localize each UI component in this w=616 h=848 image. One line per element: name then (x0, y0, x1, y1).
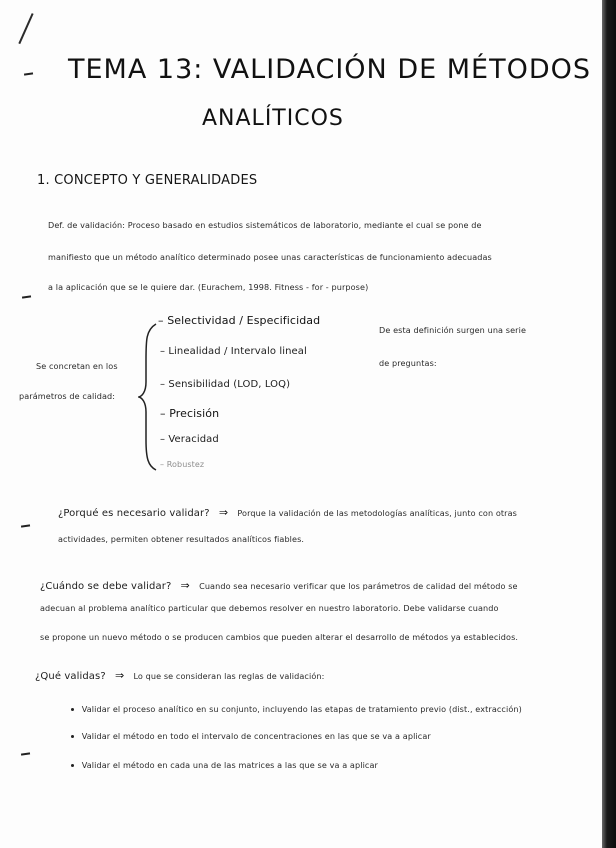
when-question-row (40, 574, 518, 593)
section-heading: 1. CONCEPTO Y GENERALIDADES (37, 173, 258, 188)
when-answer-line-1: Cuando sea necesario verificar que los parámetros de calidad del método se (199, 581, 518, 591)
margin-mark-definition (22, 295, 31, 298)
parameter-item-sensibilidad: – Sensibilidad (LOD, LOQ) (160, 379, 291, 390)
what-bullet-3 (71, 760, 378, 770)
what-question: ¿Qué validas? (35, 671, 106, 682)
when-arrow-icon: ⇒ (180, 579, 190, 592)
what-question-row (35, 664, 324, 683)
page-title-line-1: TEMA 13: VALIDACIÓN DE MÉTODOS (68, 54, 592, 85)
parameter-item-veracidad: – Veracidad (160, 434, 219, 445)
parameter-item-precision: – Precisión (160, 407, 220, 420)
what-bullet-1-text: Validar el proceso analítico en su conjunto, incluyendo las etapas de tratamiento previo (dist., extracción) (81, 704, 522, 714)
margin-mark-why (21, 524, 30, 527)
parameter-item-selectividad: – Selectividad / Especificidad (158, 314, 321, 327)
parameter-item-robustez: – Robustez (160, 460, 205, 469)
what-bullet-2 (71, 731, 431, 741)
bullet-dot-icon (71, 708, 74, 711)
why-question-row (58, 501, 517, 520)
margin-mark-title (24, 72, 33, 75)
margin-mark-bullets (21, 752, 30, 755)
parameters-label-line-1: Se concretan en los (36, 361, 118, 371)
definition-line-1: Def. de validación: Proceso basado en estudios sistemáticos de laboratorio, mediante el cual se pone de (48, 220, 482, 230)
page-title-line-2: ANALÍTICOS (202, 106, 344, 131)
parameter-item-linealidad: – Linealidad / Intervalo lineal (160, 346, 307, 357)
why-arrow-icon: ⇒ (218, 506, 229, 519)
when-answer-line-3: se propone un nuevo método o se producen cambios que pueden alterar el desarrollo de métodos ya establecidos. (40, 632, 519, 642)
page-edge-shadow (602, 0, 616, 848)
parameters-note-line-1: De esta definición surgen una serie (379, 325, 527, 335)
definition-line-3: a la aplicación que se le quiere dar. (Eurachem, 1998. Fitness - for - purpose) (48, 282, 369, 292)
parameters-label-line-2: parámetros de calidad: (19, 391, 116, 401)
when-answer-line-2: adecuan al problema analítico particular que debemos resolver en nuestro laboratorio. Debe validarse cuando (40, 603, 499, 613)
what-arrow-icon: ⇒ (114, 669, 125, 682)
why-answer-line-2: actividades, permiten obtener resultados analíticos fiables. (58, 534, 305, 544)
why-answer-line-1: Porque la validación de las metodologías analíticas, junto con otras (237, 508, 517, 518)
what-bullet-1 (71, 704, 522, 714)
parameters-note-line-2: de preguntas: (379, 358, 437, 368)
corner-pen-stroke (18, 13, 33, 44)
what-answer: Lo que se consideran las reglas de validación: (133, 671, 325, 681)
when-question: ¿Cuándo se debe validar? (40, 581, 172, 592)
definition-line-2: manifiesto que un método analítico determinado posee unas características de funcionamiento adecuadas (48, 252, 492, 262)
why-question: ¿Porqué es necesario validar? (58, 508, 210, 519)
what-bullet-2-text: Validar el método en todo el intervalo de concentraciones en las que se va a aplicar (81, 731, 431, 741)
bullet-dot-icon (71, 735, 74, 738)
bullet-dot-icon (71, 764, 74, 767)
parameters-bracket-icon (138, 322, 162, 472)
what-bullet-3-text: Validar el método en cada una de las matrices a las que se va a aplicar (81, 760, 378, 770)
